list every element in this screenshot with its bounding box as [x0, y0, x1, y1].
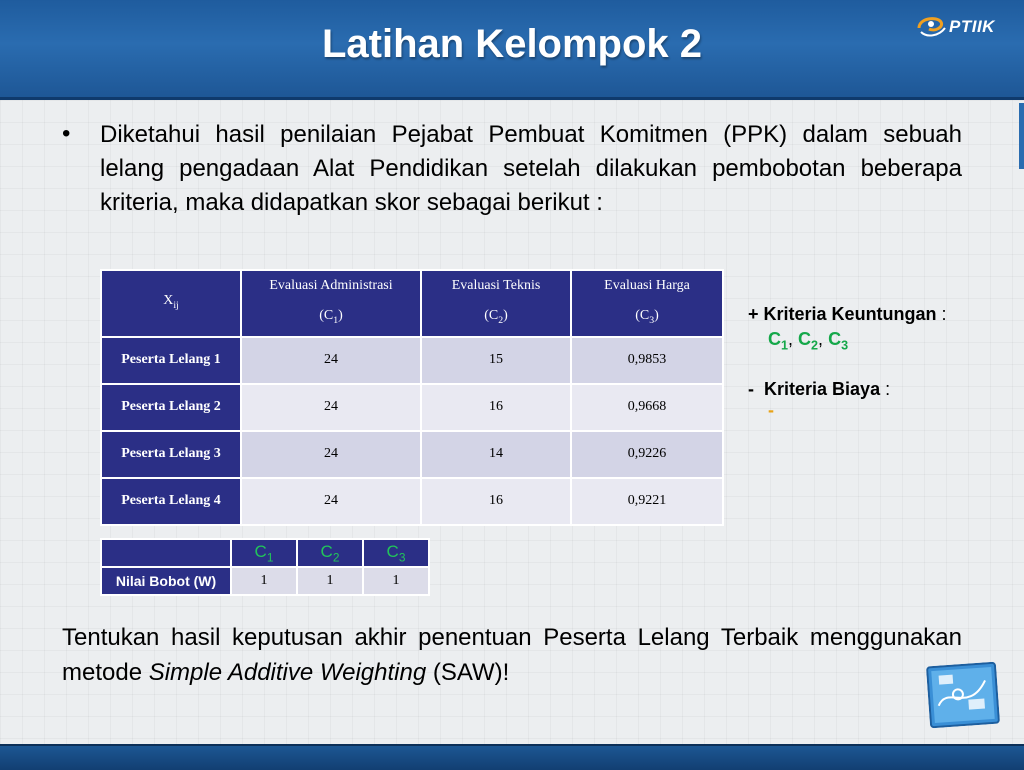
weight-value: 1 — [297, 567, 363, 595]
benefit-item-sub: 2 — [811, 338, 819, 353]
swirl-logo-icon — [915, 12, 949, 40]
diagram-thumbnail-icon — [926, 662, 1000, 729]
weight-table-header — [101, 539, 429, 567]
benefit-item-code: C — [828, 329, 842, 349]
corner-label: X — [163, 293, 174, 308]
bullet-text: Diketahui hasil penilaian Pejabat Pembuat Komitmen (PPK) dalam sebuah lelang pengadaan Alat Pendidikan setelah dilakukan pembobotan beberapa kriteria, maka didapatkan skor sebagai berikut : — [100, 121, 962, 216]
table-cell: 16 — [421, 478, 571, 525]
corner-cell — [101, 270, 241, 337]
weight-code-sub: 3 — [398, 550, 406, 565]
cost-value-text: - — [768, 399, 774, 420]
weight-corner-cell — [101, 539, 231, 567]
table-row — [101, 431, 723, 478]
decorative-diagram-image — [926, 662, 1000, 729]
score-table — [100, 269, 724, 526]
conclusion-text: Tentukan hasil keputusan akhir penentuan Peserta Lelang Terbaik menggunakan metode — [62, 624, 962, 686]
row-label: Peserta Lelang 2 — [101, 384, 241, 431]
table-cell: 24 — [241, 337, 421, 384]
logo-text: PTIIK — [949, 17, 995, 36]
table-row — [101, 337, 723, 384]
weight-code-sub: 2 — [332, 550, 340, 565]
benefit-item-sub: 3 — [841, 338, 849, 353]
weight-table — [100, 538, 430, 596]
table-cell: 16 — [421, 384, 571, 431]
row-label: Peserta Lelang 1 — [101, 337, 241, 384]
weight-code: C — [320, 541, 333, 561]
slide-footer — [0, 744, 1024, 770]
column-code: C — [323, 308, 334, 323]
weight-column-header — [297, 539, 363, 567]
benefit-criteria — [748, 304, 1018, 325]
conclusion-method: Simple Additive Weighting — [148, 659, 427, 686]
benefit-item-code: C — [768, 329, 781, 349]
column-header: Evaluasi Teknis $(C_2)$ — [421, 270, 571, 337]
conclusion-paragraph — [62, 620, 962, 690]
column-code-sub: 2 — [498, 314, 504, 326]
table-cell: 0,9668 — [571, 384, 723, 431]
column-name: Evaluasi Teknis — [451, 278, 541, 293]
benefit-colon: : — [936, 304, 947, 324]
conclusion-text-end: (SAW)! — [426, 659, 510, 686]
score-table-header — [101, 270, 723, 337]
column-code: C — [488, 308, 499, 323]
weight-code-sub: 1 — [266, 550, 274, 565]
row-label: Peserta Lelang 3 — [101, 431, 241, 478]
table-cell: 0,9853 — [571, 337, 723, 384]
weight-value: 1 — [363, 567, 429, 595]
criteria-legend — [748, 304, 1018, 421]
table-cell: 14 — [421, 431, 571, 478]
cost-colon: : — [880, 378, 891, 399]
corner-sub: ij — [173, 299, 179, 311]
table-row — [101, 384, 723, 431]
table-cell: 15 — [421, 337, 571, 384]
column-code-sub: 1 — [333, 314, 339, 326]
weight-value: 1 — [231, 567, 297, 595]
slide-title: Latihan Kelompok 2 — [321, 22, 703, 66]
table-cell: 24 — [241, 478, 421, 525]
column-code: C — [639, 308, 650, 323]
row-label: Peserta Lelang 4 — [101, 478, 241, 525]
table-cell: 0,9221 — [571, 478, 723, 525]
weight-row — [101, 567, 429, 595]
column-name: Evaluasi Administrasi — [269, 278, 393, 293]
weight-column-header — [363, 539, 429, 567]
table-cell: 24 — [241, 431, 421, 478]
benefit-item-code: C — [798, 329, 812, 349]
slide-header — [0, 0, 1024, 100]
benefit-items: $C_1$, $C_2$, $C_3$ — [768, 329, 849, 353]
cost-sign: - — [748, 378, 754, 399]
weight-code: C — [386, 541, 399, 561]
edge-accent — [1019, 103, 1024, 169]
table-row — [101, 478, 723, 525]
cost-criteria — [748, 379, 1018, 400]
benefit-label: Kriteria Keuntungan — [763, 304, 937, 324]
column-name: Evaluasi Harga — [604, 278, 690, 293]
cost-label: Kriteria Biaya — [764, 378, 881, 399]
benefit-item-sub: 1 — [781, 338, 789, 353]
weight-column-header — [231, 539, 297, 567]
cost-value — [768, 400, 1018, 421]
table-cell: 0,9226 — [571, 431, 723, 478]
column-header: Evaluasi Harga $(C_3)$ — [571, 270, 723, 337]
table-cell: 24 — [241, 384, 421, 431]
benefit-sign: + — [748, 304, 759, 324]
weight-row-label: Nilai Bobot (W) — [101, 567, 231, 595]
bullet-dot-icon: • — [62, 120, 71, 147]
column-header: Evaluasi Administrasi $(C_1)$ — [241, 270, 421, 337]
ptiik-logo — [915, 12, 1015, 40]
weight-code: C — [254, 541, 267, 561]
column-code-sub: 3 — [649, 314, 655, 326]
